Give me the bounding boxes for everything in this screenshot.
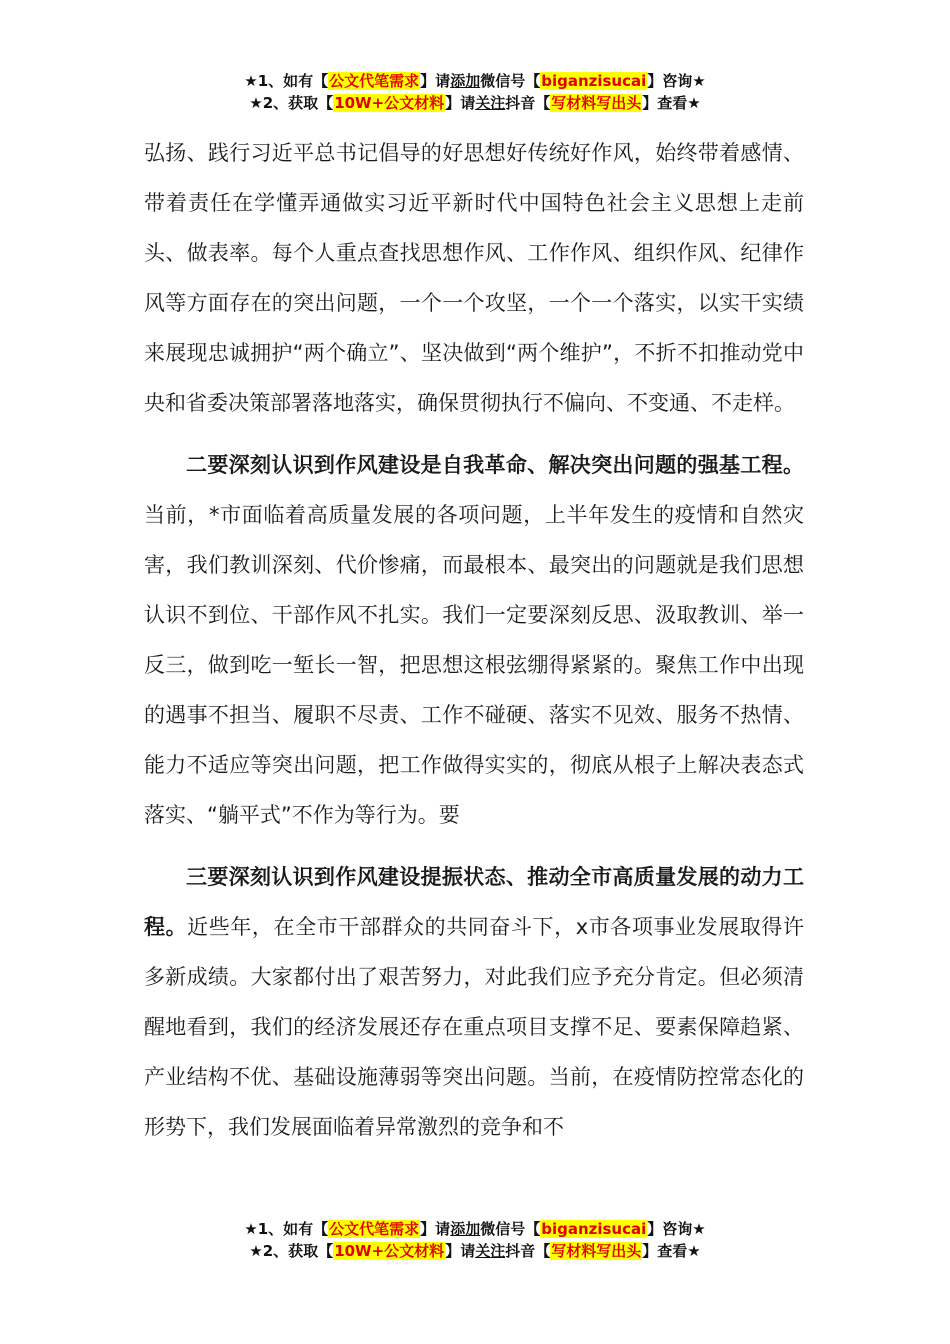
banner-text: 微信号【	[480, 1220, 541, 1238]
banner-text: 】咨询★	[647, 1220, 706, 1238]
highlight-service: 公文代笔需求	[329, 72, 420, 90]
banner-text: 】请	[445, 94, 476, 112]
banner-add-link[interactable]: 添加	[450, 1220, 481, 1238]
banner-add-link[interactable]: 添加	[450, 72, 481, 90]
banner-text: 】请	[420, 72, 451, 90]
paragraph-3-text: 近些年，在全市干部群众的共同奋斗下，x市各项事业发展取得许多新成绩。大家都付出了艰苦努力，对此我们应予充分肯定。但必须清醒地看到，我们的经济发展还存在重点项目支撑不足、要素保障趋紧、产业结构不优、基础设施薄弱等突出问题。当前，在疫情防控常态化的形势下，我们发展面临着异常激烈的竞争和不	[144, 915, 804, 1139]
banner-line-1	[0, 1218, 950, 1240]
banner-text: 】查看★	[642, 1242, 701, 1260]
paragraph-2-heading: 二要深刻认识到作风建设是自我革命、解决突出问题的强基工程。	[186, 453, 804, 477]
paragraph-2	[144, 440, 804, 840]
banner-text: ★2、获取【	[249, 1242, 334, 1260]
highlight-materials: 10W+公文材料	[334, 94, 445, 112]
highlight-materials: 10W+公文材料	[334, 1242, 445, 1260]
banner-follow-link[interactable]: 关注	[475, 1242, 506, 1260]
highlight-service: 公文代笔需求	[329, 1220, 420, 1238]
highlight-douyin-account: 写材料写出头	[551, 94, 642, 112]
banner-line-2	[0, 92, 950, 114]
banner-text: 抖音【	[505, 94, 551, 112]
paragraph-1: 弘扬、践行习近平总书记倡导的好思想好传统好作风，始终带着感情、带着责任在学懂弄通做实习近平新时代中国特色社会主义思想上走前头、做表率。每个人重点查找思想作风、工作作风、组织作风、纪律作风等方面存在的突出问题，一个一个攻坚，一个一个落实，以实干实绩来展现忠诚拥护“两个确立”、坚决做到“两个维护”，不折不扣推动党中央和省委决策部署落地落实，确保贯彻执行不偏向、不变通、不走样。	[144, 141, 804, 415]
banner-line-1	[0, 70, 950, 92]
banner-text: ★2、获取【	[249, 94, 334, 112]
highlight-douyin-account: 写材料写出头	[551, 1242, 642, 1260]
document-body	[144, 128, 804, 1152]
paragraph-2-text: 当前，*市面临着高质量发展的各项问题，上半年发生的疫情和自然灾害，我们教训深刻、代价惨痛，而最根本、最突出的问题就是我们思想认识不到位、干部作风不扎实。我们一定要深刻反思、汲取教训、举一反三，做到吃一堑长一智，把思想这根弦绷得紧紧的。聚焦工作中出现的遇事不担当、履职不尽责、工作不碰硬、落实不见效、服务不热情、能力不适应等突出问题，把工作做得实实的，彻底从根子上解决表态式落实、“躺平式”不作为等行为。要	[144, 503, 804, 827]
banner-text: 】咨询★	[647, 72, 706, 90]
footer-banner	[0, 1218, 950, 1262]
banner-text: 微信号【	[480, 72, 541, 90]
banner-line-2	[0, 1240, 950, 1262]
banner-follow-link[interactable]: 关注	[475, 94, 506, 112]
banner-text: 】查看★	[642, 94, 701, 112]
highlight-wechat-id: biganzisucai	[541, 1220, 647, 1238]
header-banner	[0, 70, 950, 114]
highlight-wechat-id: biganzisucai	[541, 72, 647, 90]
banner-text: ★1、如有【	[244, 72, 329, 90]
banner-text: 】请	[445, 1242, 476, 1260]
paragraph-3	[144, 852, 804, 1152]
banner-text: 抖音【	[505, 1242, 551, 1260]
paragraph-3-heading: 三要深刻认识到作风建设提振状态、推动全市高质量发展的动力工程。	[144, 865, 804, 939]
banner-text: 】请	[420, 1220, 451, 1238]
banner-text: ★1、如有【	[244, 1220, 329, 1238]
